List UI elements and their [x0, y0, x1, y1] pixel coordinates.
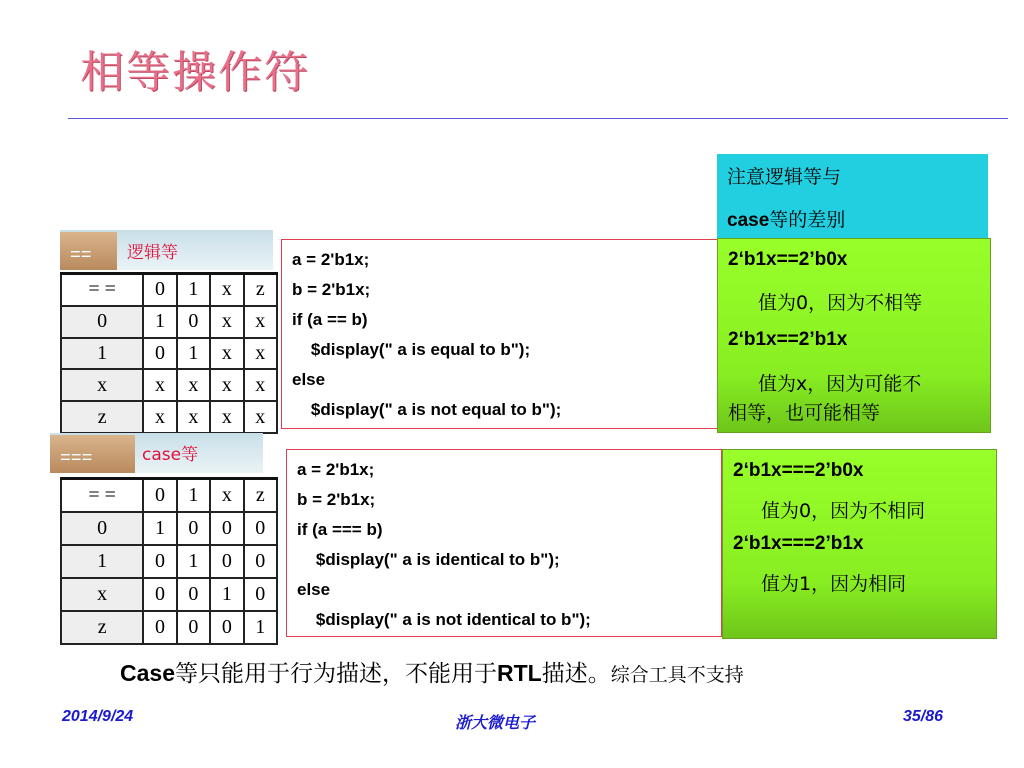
case-truth-table — [60, 477, 278, 645]
bottom-note — [120, 655, 744, 688]
case-table-cell: 0 — [244, 578, 277, 611]
logical-table-cell: 0 — [143, 338, 176, 370]
logical-table-cell: x — [244, 306, 277, 338]
case-tag-text: === — [60, 449, 93, 469]
logical-table-cell: x — [210, 401, 243, 433]
case-table-row — [61, 578, 277, 611]
case-code-line: a = 2'b1x; — [297, 460, 375, 479]
case-table-header-cell: 1 — [177, 479, 210, 513]
case-explain-box — [722, 449, 997, 639]
logical-table-cell: x — [143, 369, 176, 401]
case-expr-2: 2‘b1x===2’b1x — [733, 533, 864, 554]
case-table-row-header-cell: 0 — [61, 512, 143, 545]
logical-code-line: a = 2'b1x; — [292, 250, 370, 269]
logical-table-row — [61, 306, 277, 338]
logical-table-row-header-cell: 1 — [61, 338, 143, 370]
logical-table-cell: x — [177, 369, 210, 401]
logical-tag-text: == — [70, 246, 92, 266]
note-case-word: case — [727, 210, 770, 231]
bottom-text-1: 等只能用于行为描述，不能用于 — [174, 661, 497, 687]
case-table-cell: 0 — [210, 512, 243, 545]
bottom-rtl-word: RTL — [496, 660, 542, 686]
case-table-cell: 1 — [210, 578, 243, 611]
slide-title: 相等操作符 — [80, 47, 310, 98]
case-table-cell: 0 — [143, 611, 176, 644]
logical-table-header-cell: x — [210, 274, 243, 306]
logical-table-cell: x — [244, 369, 277, 401]
logical-text-2b: 相等，也可能相等 — [728, 402, 881, 424]
case-label: case等 — [142, 445, 199, 465]
case-table-header-cell: x — [210, 479, 243, 513]
logical-code-line: $display(" a is not equal to b"); — [292, 400, 562, 419]
logical-table-header-cell: z — [244, 274, 277, 306]
case-table-cell: 1 — [143, 512, 176, 545]
case-table-cell: 0 — [210, 611, 243, 644]
case-tag — [50, 435, 135, 473]
logical-table-row — [61, 338, 277, 370]
case-text-1: 值为0，因为不相同 — [761, 500, 926, 522]
case-table-row-header-cell: x — [61, 578, 143, 611]
note-line-2-rest: 等的差别 — [769, 209, 846, 231]
logical-table-header-cell: 1 — [177, 274, 210, 306]
title-divider — [68, 118, 1008, 119]
logical-table-cell: x — [244, 338, 277, 370]
logical-code-box — [281, 239, 719, 429]
logical-table-row — [61, 369, 277, 401]
footer-org: 浙大微电子 — [455, 715, 536, 732]
case-table-header-cell: = = — [61, 479, 143, 513]
case-table-header-cell: 0 — [143, 479, 176, 513]
logical-table-cell: 0 — [177, 306, 210, 338]
logical-text-1: 值为0，因为不相等 — [758, 292, 923, 314]
note-line-2 — [727, 205, 845, 232]
case-table-header-row — [61, 479, 277, 513]
logical-code-line: b = 2'b1x; — [292, 280, 371, 299]
logical-table-cell: x — [210, 306, 243, 338]
logical-table-row — [61, 401, 277, 433]
case-code-line: $display(" a is identical to b"); — [297, 550, 560, 569]
case-code-line: b = 2'b1x; — [297, 490, 376, 509]
case-table-cell: 0 — [244, 545, 277, 578]
case-table-cell: 0 — [177, 512, 210, 545]
note-line-1: 注意逻辑等与 — [727, 166, 842, 188]
logical-table-header-cell: 0 — [143, 274, 176, 306]
bottom-case-word: Case — [120, 660, 175, 686]
logical-table-cell: x — [210, 338, 243, 370]
case-table-cell: 1 — [244, 611, 277, 644]
logical-expr-1: 2‘b1x==2’b0x — [728, 249, 848, 270]
case-code-box — [286, 449, 722, 637]
case-table-row-header-cell: 1 — [61, 545, 143, 578]
logical-table-cell: x — [244, 401, 277, 433]
bottom-text-3: 综合工具不支持 — [610, 664, 744, 686]
logical-tag — [60, 232, 117, 270]
logical-label: 逻辑等 — [127, 243, 178, 263]
logical-text-2a: 值为x，因为可能不 — [758, 373, 922, 395]
case-table-cell: 0 — [177, 578, 210, 611]
case-table-row — [61, 545, 277, 578]
case-text-2: 值为1，因为相同 — [761, 573, 907, 595]
note-box — [717, 154, 988, 242]
case-expr-1: 2‘b1x===2’b0x — [733, 460, 864, 481]
logical-code-line: $display(" a is equal to b"); — [292, 340, 531, 359]
case-table-cell: 1 — [177, 545, 210, 578]
case-code-line: $display(" a is not identical to b"); — [297, 610, 591, 629]
logical-table-cell: x — [143, 401, 176, 433]
logical-table-cell: 1 — [143, 306, 176, 338]
logical-explain-box — [717, 238, 991, 433]
footer-page-number: 35/86 — [903, 708, 944, 725]
case-table-row-header-cell: z — [61, 611, 143, 644]
logical-table-header-cell: = = — [61, 274, 143, 306]
logical-table-header-row — [61, 274, 277, 306]
footer-date: 2014/9/24 — [62, 708, 134, 725]
case-table-row — [61, 611, 277, 644]
case-table-header-cell: z — [244, 479, 277, 513]
case-table-cell: 0 — [244, 512, 277, 545]
logical-table-cell: x — [210, 369, 243, 401]
case-table-row — [61, 512, 277, 545]
logical-table-row-header-cell: x — [61, 369, 143, 401]
case-table-cell: 0 — [177, 611, 210, 644]
case-code-line: if (a === b) — [297, 520, 383, 539]
bottom-text-2: 描述。 — [541, 661, 611, 687]
case-table-cell: 0 — [143, 578, 176, 611]
logical-expr-2: 2‘b1x==2’b1x — [728, 329, 848, 350]
logical-table-row-header-cell: z — [61, 401, 143, 433]
logical-code-line: else — [292, 370, 326, 389]
case-code-line: else — [297, 580, 331, 599]
case-table-cell: 0 — [210, 545, 243, 578]
logical-truth-table — [60, 272, 278, 434]
logical-table-cell: x — [177, 401, 210, 433]
case-table-cell: 0 — [143, 545, 176, 578]
logical-code-line: if (a == b) — [292, 310, 368, 329]
logical-table-row-header-cell: 0 — [61, 306, 143, 338]
logical-table-cell: 1 — [177, 338, 210, 370]
